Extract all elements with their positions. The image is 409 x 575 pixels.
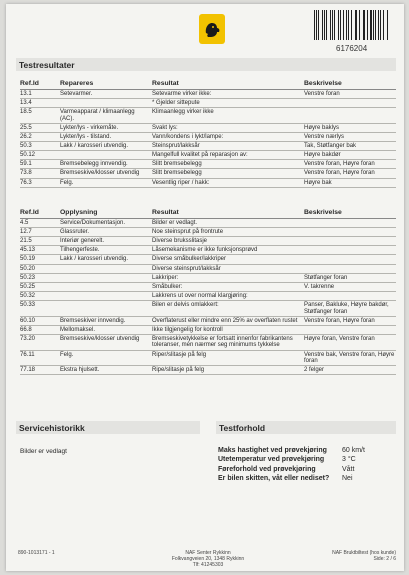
table-row	[20, 274, 396, 283]
table-row	[20, 142, 396, 151]
table-row	[20, 326, 396, 335]
table-row	[20, 151, 396, 160]
cell-description: Støtfanger foran	[304, 274, 348, 281]
cell-description	[304, 109, 396, 122]
naf-logo	[199, 14, 225, 44]
report-page	[6, 4, 404, 571]
footer-address	[156, 550, 260, 568]
cell-description: Høyre foran, Venstre foran	[304, 335, 375, 342]
cell-result: Klimaanlegg virker ikke	[152, 109, 214, 116]
table-row	[20, 179, 396, 188]
cell-ref-id: 76.11	[20, 351, 35, 358]
cell-result: Bilder er vedlagt.	[152, 220, 198, 227]
footer-page-number: Side: 2 / 6	[373, 556, 396, 562]
cell-description: Venstre foran, Høyre foran	[304, 161, 375, 168]
table-row	[20, 366, 396, 375]
cell-description	[304, 238, 396, 245]
cell-result: Diverse steinsprut/lakksår	[152, 265, 221, 272]
cell-result: Diverse småbulker/lakkriper	[152, 256, 227, 263]
table-row	[20, 265, 396, 274]
cell-ref-id: 13.1	[20, 91, 32, 98]
cell-description: Venstre foran, Høyre foran	[304, 170, 375, 177]
condition-row	[218, 466, 393, 474]
cell-ref-id: 77.18	[20, 367, 36, 374]
testresultater-heading: Testresultater	[16, 58, 396, 71]
cell-item: Felg.	[60, 179, 74, 186]
cell-result: Svakt lys:	[152, 124, 178, 131]
table-row	[20, 246, 396, 255]
cell-result: Småbulker:	[152, 283, 183, 290]
cell-description: Høyre bakdør	[304, 152, 341, 159]
table-row	[20, 108, 396, 124]
testforhold-list	[218, 447, 393, 485]
cell-result: Riper/slitasje på felg	[152, 351, 207, 358]
table-row	[20, 317, 396, 326]
cell-result: Låsemekanisme er ikke funksjonsprøvd	[152, 247, 258, 254]
cell-description	[304, 266, 396, 273]
cell-description	[304, 229, 396, 236]
cell-item: Bremsebelegg innvendig.	[60, 161, 128, 168]
condition-value: Nei	[342, 475, 353, 483]
cell-item: Bremseskive/klosser utvendig	[60, 170, 140, 177]
cell-item: Lakk / karosseri utvendig.	[60, 256, 129, 263]
cell-item	[60, 152, 152, 159]
footer-phone: Tlf: 41245303	[192, 562, 224, 568]
cell-description: Venstre foran, Høyre foran	[304, 317, 375, 324]
cell-ref-id: 50.23	[20, 274, 36, 281]
cell-description: Venstre bak, Venstre foran, Høyre foran	[304, 351, 395, 365]
cell-item	[60, 284, 152, 291]
cell-item: Lykter/lys - tilstand.	[60, 134, 112, 141]
condition-value: Vått	[342, 465, 355, 473]
cell-description: Høyre baklys	[304, 124, 340, 131]
barcode-bar	[334, 10, 335, 40]
condition-value: 3 °C	[342, 456, 356, 464]
cell-ref-id: 60.10	[20, 317, 36, 324]
cell-item: Tilhengerfeste.	[60, 247, 100, 254]
condition-row	[218, 447, 393, 455]
cell-result: Lakkrens ut over normal klargjøring:	[152, 292, 248, 299]
cell-description: 2 felger	[304, 367, 325, 374]
cell-item: Ekstra hjulsett.	[60, 367, 100, 374]
col-beskrivelse: Beskrivelse	[304, 209, 342, 216]
cell-result: Vesentlig riper / hakk:	[152, 179, 210, 186]
footer-report-type: NAF Bruktbiltest (hos kunde)	[332, 550, 396, 556]
cell-result: Steinsprut/lakksår	[152, 143, 200, 150]
testresultater-table	[20, 80, 396, 188]
table-row	[20, 90, 396, 99]
cell-item: Felg.	[60, 351, 74, 358]
cell-result: * Gjelder sitteputе	[152, 100, 200, 107]
table-row	[20, 228, 396, 237]
col-ref-id: Ref.Id	[20, 209, 39, 216]
cell-item	[60, 100, 152, 107]
cell-result: Bilen er delvis omlakkert:	[152, 301, 219, 308]
table-row	[20, 237, 396, 246]
cell-description: Høyre bak	[304, 179, 332, 186]
cell-result: Lakkriper:	[152, 274, 179, 281]
servicehistorikk-heading: Servicehistorikk	[16, 421, 200, 434]
col-resultat: Resultat	[152, 80, 179, 87]
cell-result: Vann/kondens i lykt/lampe:	[152, 134, 224, 141]
cell-ref-id: 66.8	[20, 326, 32, 333]
cell-ref-id: 21.5	[20, 238, 32, 245]
barcode-bar	[370, 10, 371, 40]
barcode-bar	[338, 10, 339, 40]
cell-item	[60, 293, 152, 300]
cell-item: Bremseskiver innvendig.	[60, 317, 126, 324]
table-row	[20, 133, 396, 142]
cell-ref-id: 73.20	[20, 335, 36, 342]
cell-ref-id: 18.5	[20, 109, 32, 116]
cell-ref-id: 26.2	[20, 134, 32, 141]
cell-ref-id: 50.33	[20, 301, 36, 308]
cell-description	[304, 220, 396, 227]
cell-description	[304, 293, 396, 300]
cell-result: Ripe/slitasje på felg	[152, 367, 205, 374]
barcode-bar	[351, 10, 352, 40]
footer-doc-id: 890-1013171 - 1	[18, 550, 55, 556]
table-row	[20, 124, 396, 133]
cell-ref-id: 12.7	[20, 229, 32, 236]
condition-value: 60 km/t	[342, 447, 365, 454]
barcode-bar	[322, 10, 323, 40]
col-opplysning: Opplysning	[60, 209, 98, 216]
barcode	[314, 10, 388, 40]
cell-ref-id: 76.3	[20, 179, 32, 186]
barcode-bar	[314, 10, 315, 40]
footer-company: NAF Senter Rykkinn	[185, 550, 231, 556]
table-row	[20, 301, 396, 317]
col-ref-id: Ref.Id	[20, 80, 39, 87]
cell-ref-id: 50.19	[20, 256, 36, 263]
cell-item: Varmeapparat / klimaanlegg (AC).	[60, 109, 135, 122]
table-row	[20, 292, 396, 301]
barcode-number: 6176204	[336, 44, 368, 53]
cell-result: Overflaterust eller mindre enn 25% av overflaten rustet	[152, 317, 298, 324]
cell-description	[304, 247, 396, 254]
condition-label: Maks hastighet ved prøvekjøring	[218, 447, 327, 454]
table-row	[20, 255, 396, 264]
cell-item: Interiør generelt.	[60, 238, 105, 245]
cell-ref-id: 25.5	[20, 124, 32, 131]
col-beskrivelse: Beskrivelse	[304, 80, 342, 87]
condition-label: Er bilen skitten, våt eller nediset?	[218, 475, 330, 483]
barcode-bar	[346, 10, 347, 40]
cell-ref-id: 73.8	[20, 170, 32, 177]
cell-ref-id: 59.1	[20, 161, 32, 168]
cell-ref-id: 50.25	[20, 283, 36, 290]
cell-description: Venstre foran	[304, 91, 340, 98]
cell-result: Noe steinsprut på frontrute	[152, 229, 224, 236]
cell-ref-id: 50.32	[20, 292, 36, 299]
cell-description: Venstre nærlys	[304, 134, 345, 141]
cell-item: Lakk / karosseri utvendig.	[60, 143, 129, 150]
cell-ref-id: 4.5	[20, 220, 29, 227]
footer-street: Folkvangveien 20, 1348 Rykkinn	[171, 556, 245, 562]
footer-right	[332, 550, 396, 562]
cell-result: Slitt bremsebelegg	[152, 170, 202, 177]
servicehistorikk-text: Bilder er vedlagt	[20, 448, 67, 455]
cell-item	[60, 302, 152, 315]
cell-description	[304, 256, 396, 263]
table-header	[20, 209, 396, 219]
col-repareres: Repareres	[60, 80, 94, 87]
cell-item: Setevarmer.	[60, 91, 93, 98]
cell-ref-id: 13.4	[20, 100, 32, 107]
cell-item	[60, 266, 152, 273]
cell-description: V. takrenne	[304, 283, 335, 290]
opplysning-table	[20, 209, 396, 375]
cell-item	[60, 275, 152, 282]
table-row	[20, 99, 396, 108]
condition-row	[218, 456, 393, 464]
table-row	[20, 335, 396, 351]
barcode-bar	[378, 10, 379, 40]
cell-item: Service/Dokumentasjon.	[60, 220, 126, 227]
cell-description	[304, 100, 396, 107]
cell-description	[304, 327, 396, 334]
barcode-bar	[326, 10, 327, 40]
cell-result: Ikke tilgjengelig for kontroll	[152, 326, 223, 333]
barcode-bar	[364, 10, 365, 40]
cell-description: Tak, Støtfanger bak	[304, 143, 357, 150]
cell-ref-id: 50.12	[20, 152, 36, 159]
cell-result: Mangelfull kvalitet på reparasjon av:	[152, 152, 248, 159]
cell-result: Setevarme virker ikke:	[152, 91, 212, 98]
cell-ref-id: 50.20	[20, 265, 36, 272]
cell-result: Diverse bruksslitasje	[152, 238, 208, 245]
barcode-bar	[383, 10, 384, 40]
table-row	[20, 169, 396, 178]
testforhold-heading: Testforhold	[216, 421, 396, 434]
table-row	[20, 219, 396, 228]
table-row	[20, 351, 396, 367]
table-row	[20, 160, 396, 169]
cell-description: Panser, Bakluke, Høyre bakdør, Støtfanger foran	[304, 301, 389, 315]
condition-row	[218, 475, 393, 483]
table-header	[20, 80, 396, 90]
table-row	[20, 283, 396, 292]
cell-item: Lykter/lys - virkemåte.	[60, 124, 119, 131]
barcode-bar	[356, 10, 357, 40]
cell-item: Mellomaksel.	[60, 326, 96, 333]
col-resultat: Resultat	[152, 209, 179, 216]
cell-ref-id: 45.13	[20, 247, 36, 254]
condition-label: Utetemperatur ved prøvekjøring	[218, 456, 325, 464]
naf-lion-icon	[202, 18, 222, 40]
cell-result: Slitt bremsebelegg	[152, 161, 202, 168]
condition-label: Føreforhold ved prøvekjøring	[218, 465, 316, 473]
cell-item: Glassruter.	[60, 229, 90, 236]
cell-result: Bremseskivetykkelse er fortsatt innenfor fabrikantens toleranser, men nærmer seg minimums tykkelse	[152, 335, 293, 349]
cell-ref-id: 50.3	[20, 143, 32, 150]
cell-item: Bremseskive/klosser utvendig	[60, 335, 140, 342]
